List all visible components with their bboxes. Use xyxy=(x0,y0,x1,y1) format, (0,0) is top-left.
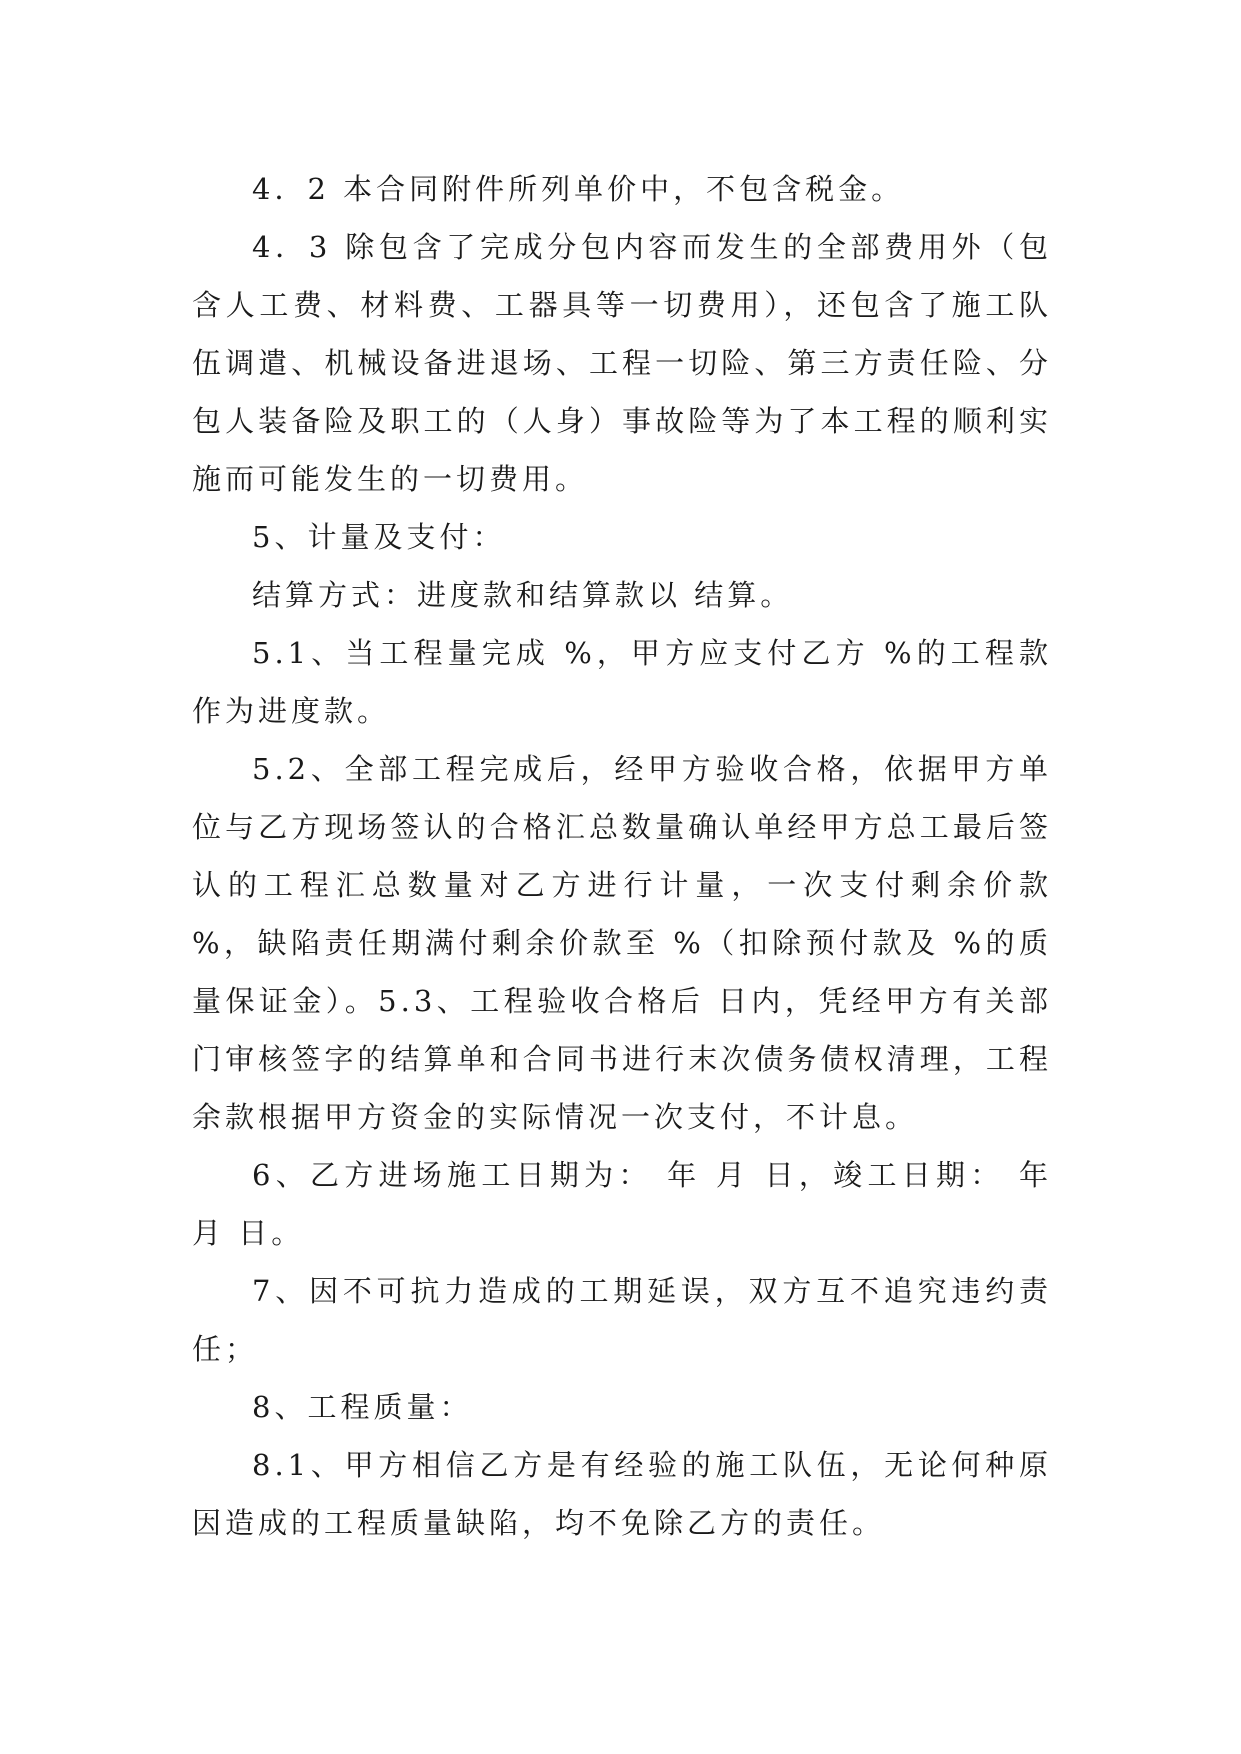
paragraph-8-heading: 8、工程质量： xyxy=(252,1390,473,1424)
paragraph-8-1: 8.1、甲方相信乙方是有经验的施工队伍，无论何种原因造成的工程质量缺陷，均不免除乙方的责任。 xyxy=(192,1448,1052,1540)
paragraph-6: 6、乙方进场施工日期为： 年 月 日，竣工日期： 年 月 日。 xyxy=(192,1158,1052,1250)
paragraph-settlement-method: 结算方式：进度款和结算款以 结算。 xyxy=(252,578,794,612)
paragraph-5-1: 5.1、当工程量完成 %，甲方应支付乙方 %的工程款作为进度款。 xyxy=(192,636,1052,728)
paragraph-5-2: 5.2、全部工程完成后，经甲方验收合格，依据甲方单位与乙方现场签认的合格汇总数量确认单经甲方总工最后签认的工程汇总数量对乙方进行计量，一次支付剩余价款 %，缺陷责任期满付剩余价款至 %（扣除预付款及 %的质量保证金）。5.3、工程验收合格后 日内，凭经甲方有关部门审核签字的结算单和合同书进行末次债务债权清理，工程余款根据甲方资金的实际情况一次支付，不计息。 xyxy=(192,752,1052,1134)
paragraph-5-heading: 5、计量及支付： xyxy=(252,520,506,554)
paragraph-4-2: 4．2 本合同附件所列单价中，不包含税金。 xyxy=(252,172,905,206)
paragraph-4-3: 4．3 除包含了完成分包内容而发生的全部费用外（包含人工费、材料费、工器具等一切费用），还包含了施工队伍调遣、机械设备进退场、工程一切险、第三方责任险、分包人装备险及职工的（人身）事故险等为了本工程的顺利实施而可能发生的一切费用。 xyxy=(192,230,1052,496)
paragraph-7: 7、因不可抗力造成的工期延误，双方互不追究违约责任； xyxy=(192,1274,1052,1366)
document-body xyxy=(192,160,1052,1552)
